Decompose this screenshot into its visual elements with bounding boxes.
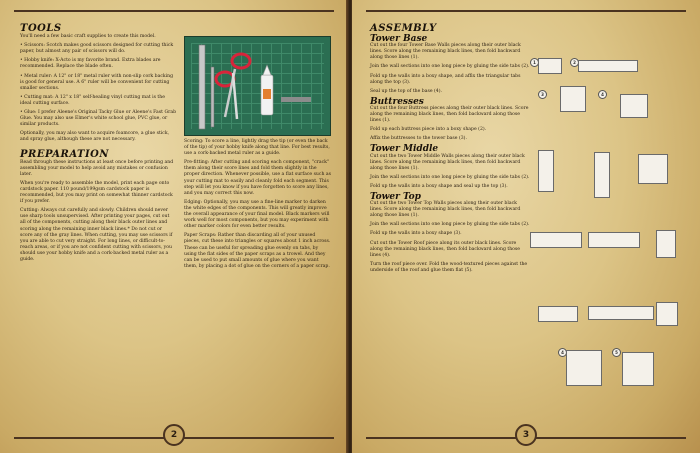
- diagram-base-sealed: [620, 94, 648, 118]
- diagram-top-flat: [538, 306, 578, 322]
- diagram-roof-flat: [566, 350, 602, 386]
- tower-base-step-3: Fold up the walls into a boxy shape, and affix the triangular tabs along the top (3).: [370, 73, 521, 85]
- diagram-middle-joined: [588, 232, 640, 248]
- diagram-middle-box: [656, 230, 676, 258]
- diagram-middle-flat: [530, 232, 582, 248]
- diagram-roof-folded: [622, 352, 654, 386]
- preparation-heading: PREPARATION: [20, 148, 109, 160]
- tool-item-cutting-mat: • Cutting mat: A 12" x 18" self-healing vinyl cutting mat is the ideal cutting surface.: [20, 94, 165, 106]
- diagram-buttress-attached: [638, 154, 668, 184]
- tower-base-step-4: Seal up the top of the base (4).: [370, 88, 442, 94]
- section-title-tower-middle: Tower Middle: [370, 144, 439, 155]
- tools-note: Optionally, you may also want to acquire foamcore, a glue stick, and spray glue, although these are not necessary.: [20, 131, 170, 143]
- paper-scraps-paragraph: Paper Scraps: Rather than discarding all of your unused pieces, cut these into triangles or squares about 1 inch across. These can be useful for spreading glue evenly on tabs, by using the flat sides of the paper scraps as a trowel. And they can be used to put small amounts of glue where you want them, by placing a dot of glue on the corners of a paper scrap.: [184, 233, 331, 269]
- diagram-top-box: [656, 302, 678, 326]
- tool-item-hobby-knife: • Hobby knife: X-Acto is my favorite brand. Extra blades are recommended. Replace the blade often.: [20, 58, 161, 70]
- tower-base-step-1: Cut out the four Tower Base Walls pieces along their outer black lines. Score along the remaining black lines, then fold backward along those lines (1).: [370, 43, 521, 61]
- prefitting-paragraph: Pre-fitting: After cutting and scoring each component, "crack" them along their score lines and fold them slightly in the proper direction. Whenever possible, use a flat surface such as your cutting mat to easily and cleanly fold each segment. This step will let you know if you have forgotten to score any lines, and you may correct this now.: [184, 160, 331, 196]
- tools-photo: [184, 36, 331, 136]
- tool-item-scissors: • Scissors: Scotch makes good scissors designed for cutting thick paper, but almost any pair of scissors will do.: [20, 43, 174, 55]
- step-marker: 1: [530, 58, 539, 67]
- step-marker: 5: [612, 348, 621, 357]
- buttresses-step-1: Cut out the four Buttress pieces along their outer black lines. Score along the remaining black lines, then fold backward along those lines (1).: [370, 105, 529, 124]
- glue-bottle-icon: [261, 65, 273, 115]
- tower-middle-step-3: Fold up the walls into a boxy shape and seal up the top (3).: [370, 183, 508, 189]
- step-marker: 3: [538, 90, 547, 99]
- diagram-base-joined: [578, 60, 638, 72]
- tower-middle-step-2: Join the wall sections into one long piece by gluing the side tabs (2).: [370, 174, 530, 180]
- assembly-diagrams: [530, 50, 690, 400]
- top-border-ornament: [14, 10, 334, 12]
- preparation-paragraph-2: When you're ready to assemble the model, print each page onto cardstock paper. 110 pound/199gsm cardstock paper is recommended, but you may print on somewhat thinner cardstock if you prefer.: [20, 180, 173, 205]
- scoring-paragraph: Scoring: To score a line, lightly drag the tip (or even the back of the tip) of your hobby knife along that line. For best results, use a cork-backed metal ruler as a guide.: [184, 139, 330, 157]
- right-page: [352, 0, 700, 453]
- tool-item-glue: • Glue: I prefer Aleene's Original Tacky Glue or Aleene's Fast Grab Glue. You may also use Elmer's white school glue, PVC glue, or similar products.: [20, 110, 177, 128]
- assembly-column: [370, 23, 530, 277]
- step-marker: 2: [570, 58, 579, 67]
- diagram-buttress-flat: [538, 150, 554, 192]
- section-title-tower-top: Tower Top: [370, 191, 421, 202]
- diagram-base-box: [560, 86, 586, 112]
- preparation-paragraph-1: Read through these instructions at least once before printing and assembling your model to help avoid any mistakes or confusion later.: [20, 159, 174, 177]
- step-marker: 4: [598, 90, 607, 99]
- page-number-right: 3: [515, 424, 537, 446]
- left-page: [0, 0, 348, 453]
- diagram-base-flat: [538, 58, 562, 74]
- tower-top-step-5: Turn the roof piece over. Fold the wood-textured pieces against the underside of the roof and glue them flat (5).: [370, 261, 528, 273]
- preparation-paragraph-3: Cutting: Always cut carefully and slowly. Children should never use sharp tools unsupervised. After printing your pages, cut out all of the components, cutting along their black outer lines and scoring along the remaining inner black lines.* Do not cut or score any of the gray lines. When cutting, you may use scissors if you are able to cut very straight. For long lines, or difficult-to-reach areas, or if you are not confident cutting with scissors, you should use your hobby knife and a cork-backed metal ruler as a guide.: [20, 208, 173, 262]
- right-column: [184, 139, 332, 273]
- step-marker: 4: [558, 348, 567, 357]
- tools-intro: You'll need a few basic craft supplies to create this model.: [20, 34, 156, 40]
- buttresses-step-3: Affix the buttresses to the tower base (3).: [370, 136, 467, 142]
- diagram-top-joined: [588, 306, 654, 320]
- assembly-heading: ASSEMBLY: [370, 23, 437, 34]
- tower-base-step-2: Join the wall sections into one long piece by gluing the side tabs (2).: [370, 64, 530, 70]
- tower-top-step-3: Fold up the walls into a boxy shape (3).: [370, 231, 462, 237]
- knife-icon: [211, 67, 214, 127]
- tower-top-step-4: Cut out the Tower Roof piece along its outer black lines. Score along the remaining black lines, then fold backward along those lines (4).: [370, 240, 521, 258]
- page-number-left: 2: [163, 424, 185, 446]
- tower-top-step-2: Join the wall sections into one long piece by gluing the side tabs (2).: [370, 222, 530, 228]
- tower-middle-step-1: Cut out the two Tower Middle Walls pieces along their outer black lines. Score along the remaining black lines, then fold backward along those lines (1).: [370, 153, 525, 171]
- diagram-buttress-folded: [594, 152, 610, 198]
- section-title-buttresses: Buttresses: [370, 96, 424, 107]
- buttresses-step-2: Fold up each buttress piece into a boxy shape (2).: [370, 127, 487, 133]
- section-title-tower-base: Tower Base: [370, 34, 428, 45]
- edging-paragraph: Edging: Optionally, you may use a fine-line marker to darken the white edges of the components. This will greatly improve the overall appearance of your final model. Black markers will work well for most components, but you may experiment with other marker colors for even better results.: [184, 199, 330, 230]
- scissors-icon: [216, 54, 250, 119]
- tower-top-step-1: Cut out the two Tower Top Walls pieces along their outer black lines. Score along the remaining black lines, then fold backward along those lines (1).: [370, 201, 521, 219]
- left-column: [20, 23, 177, 266]
- ruler-icon: [199, 45, 205, 129]
- tool-item-metal-ruler: • Metal ruler: A 12" or 18" metal ruler with non-slip cork backing is good for general use. A 6" ruler will be convenient for cutting smaller sections.: [20, 73, 174, 91]
- tools-heading: TOOLS: [20, 23, 62, 34]
- top-border-ornament: [366, 10, 686, 12]
